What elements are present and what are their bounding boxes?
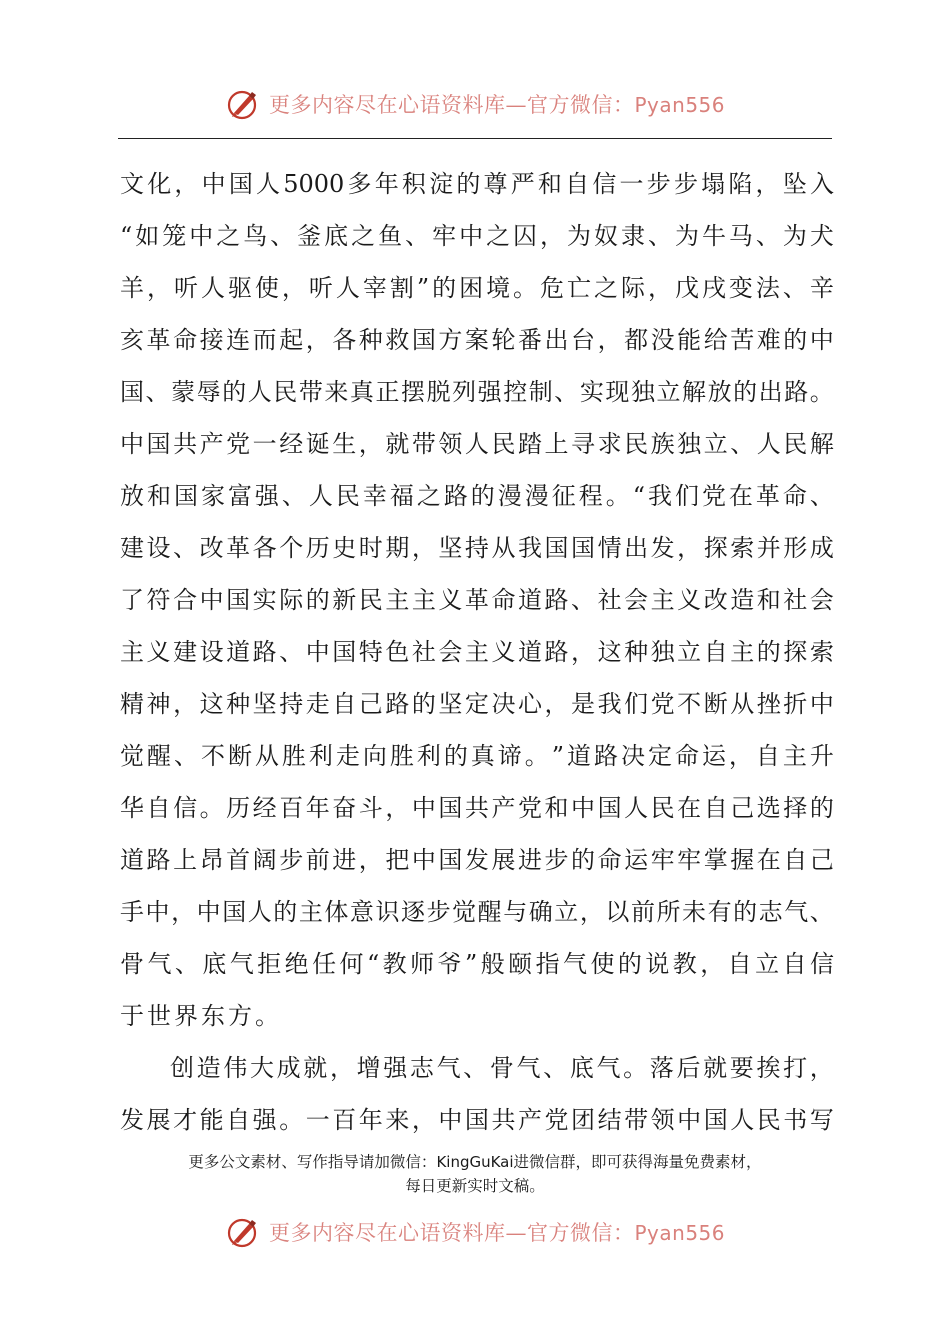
text-line: 中 国 共 产 党 一 经 诞 生 ， 就 带 领 人 民 踏 上 寻 求 民 族 独 立 、 人 民 解 bbox=[120, 430, 834, 458]
text-line: 手 中 ， 中 国 人 的 主 体 意 识 逐 步 觉 醒 与 确 立 ， 以 前 所 未 有 的 志 气 、 bbox=[120, 898, 834, 926]
footer-line-2: 每日更新实时文稿。 bbox=[405, 1177, 545, 1195]
watermark-footer bbox=[0, 1212, 950, 1252]
watermark-text bbox=[269, 1217, 725, 1247]
pen-logo-icon bbox=[225, 86, 261, 122]
text-line: 主 义 建 设 道 路 、 中 国 特 色 社 会 主 义 道 路 ， 这 种 独 立 自 主 的 探 索 bbox=[120, 638, 834, 666]
watermark-wechat-id: Pyan556 bbox=[634, 93, 725, 117]
text-line: 羊 ， 听 人 驱 使 ， 听 人 宰 割 ” 的 困 境 。 危 亡 之 际 ， 戊 戌 变 法 、 辛 bbox=[120, 274, 834, 302]
text-line: 文 化 ， 中 国 人 5000 多 年 积 淀 的 尊 严 和 自 信 一 步 步 塌 陷 ， 坠 入 bbox=[120, 170, 834, 198]
document-body bbox=[120, 158, 834, 1146]
text-line: “ 如 笼 中 之 鸟 、 釜 底 之 鱼 、 牢 中 之 囚 ， 为 奴 隶 、 为 牛 马 、 为 犬 bbox=[120, 222, 834, 250]
text-line: 了 符 合 中 国 实 际 的 新 民 主 主 义 革 命 道 路 、 社 会 主 义 改 造 和 社 会 bbox=[120, 586, 834, 614]
text-line: 精 神 ， 这 种 坚 持 走 自 己 路 的 坚 定 决 心 ， 是 我 们 党 不 断 从 挫 折 中 bbox=[120, 690, 834, 718]
text-line: 建 设 、 改 革 各 个 历 史 时 期 ， 坚 持 从 我 国 国 情 出 发 ， 探 索 并 形 成 bbox=[120, 534, 834, 562]
text-line-paragraph-end: 于世界东方。 bbox=[120, 1002, 282, 1030]
text-line: 觉 醒 、 不 断 从 胜 利 走 向 胜 利 的 真 谛 。 ” 道 路 决 定 命 运 ， 自 主 升 bbox=[120, 742, 834, 770]
text-line: 道 路 上 昂 首 阔 步 前 进 ， 把 中 国 发 展 进 步 的 命 运 牢 牢 掌 握 在 自 己 bbox=[120, 846, 834, 874]
watermark-header bbox=[0, 84, 950, 124]
footer-note bbox=[0, 1150, 950, 1198]
text-line: 发 展 才 能 自 强 。 一 百 年 来 ， 中 国 共 产 党 团 结 带 领 中 国 人 民 书 写 bbox=[120, 1106, 834, 1134]
header-divider bbox=[118, 138, 832, 139]
text-line-paragraph-start: 创 造 伟 大 成 就 ， 增 强 志 气 、 骨 气 、 底 气 。 落 后 就 要 挨 打 ， bbox=[170, 1054, 834, 1082]
watermark-wechat-id: Pyan556 bbox=[634, 1221, 725, 1245]
footer-text-before: 更多公文素材、写作指导请加微信： bbox=[188, 1153, 437, 1171]
watermark-label: 更多内容尽在心语资料库—官方微信： bbox=[268, 93, 635, 117]
text-line: 华 自 信 。 历 经 百 年 奋 斗 ， 中 国 共 产 党 和 中 国 人 民 在 自 己 选 择 的 bbox=[120, 794, 834, 822]
text-line: 骨 气 、 底 气 拒 绝 任 何 “ 教 师 爷 ” 般 颐 指 气 使 的 说 教 ， 自 立 自 信 bbox=[120, 950, 834, 978]
footer-line-1 bbox=[0, 1150, 950, 1174]
text-line: 亥 革 命 接 连 而 起 ， 各 种 救 国 方 案 轮 番 出 台 ， 都 没 能 给 苦 难 的 中 bbox=[120, 326, 834, 354]
footer-text-after: 进微信群，即可获得海量免费素材， bbox=[513, 1153, 762, 1171]
text-line: 国 、 蒙 辱 的 人 民 带 来 真 正 摆 脱 列 强 控 制 、 实 现 独 立 解 放 的 出 路 。 bbox=[120, 378, 834, 406]
footer-wechat-id: KingGuKai bbox=[436, 1153, 514, 1171]
pen-logo-icon bbox=[225, 1214, 261, 1250]
watermark-text bbox=[269, 89, 725, 119]
text-line: 放 和 国 家 富 强 、 人 民 幸 福 之 路 的 漫 漫 征 程 。 “ 我 们 党 在 革 命 、 bbox=[120, 482, 834, 510]
watermark-label: 更多内容尽在心语资料库—官方微信： bbox=[268, 1221, 635, 1245]
